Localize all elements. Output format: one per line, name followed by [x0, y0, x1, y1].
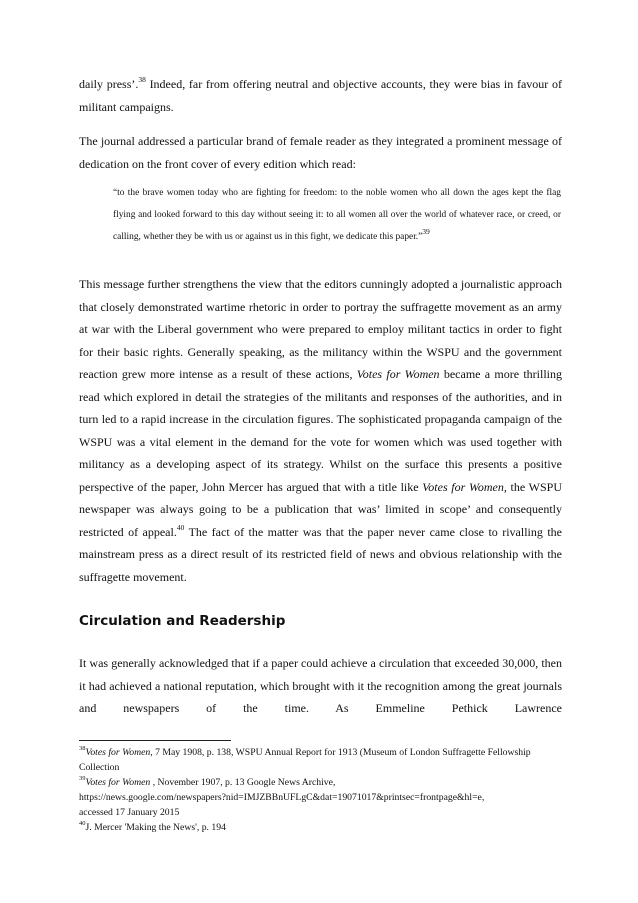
- footnote-divider: [79, 740, 231, 741]
- footnote-38: [79, 745, 564, 775]
- footnote-39-url-link[interactable]: https://news.google.com/newspapers?nid=IMJZBBnUFLgC&dat=19071017&printsec=frontpage&hl=e,: [79, 792, 485, 803]
- block-quote: [113, 182, 561, 248]
- paragraph-3-part-3: the WSPU newspaper was always going to be a publication that was’ limited in scope’ and consequently restricted of appeal.: [79, 479, 562, 539]
- paragraph-1-text-after: Indeed, far from offering neutral and objective accounts, they were bias in favour of militant campaigns.: [79, 77, 562, 114]
- footnote-ref-39[interactable]: 39: [422, 226, 430, 236]
- footnote-39-accessed: accessed 17 January 2015: [79, 807, 180, 818]
- footnote-38-text: , 7 May 1908, p. 138, WSPU Annual Report for 1913 (Museum of London Suffragette Fellowship Collection: [79, 747, 531, 773]
- section-heading: Circulation and Readership: [79, 613, 286, 629]
- paragraph-3-part-2: became a more thrilling read which explored in detail the strategies of the militants and responses of the authorities, and in turn led to a rapid increase in the circulation figures. The sophisticated propaganda campaign of the WSPU was a vital element in the demand for the vote for women which was used together with militancy as a developing aspect of its strategy. Whilst on the surface this presents a positive perspective of the paper, John Mercer has argued that with a title like: [79, 367, 562, 494]
- paragraph-3-part-1: This message further strengthens the view that the editors cunningly adopted a journalistic approach that closely demonstrated wartime rhetoric in order to portray the suffragette movement as an army at war with the Liberal government who were prepared to employ militant tactics in order to fight for their basic rights. Generally speaking, as the militancy within the WSPU and the government reaction grew more intense as a result of these actions,: [79, 277, 562, 381]
- footnote-40: [79, 820, 564, 835]
- footnote-39: [79, 775, 564, 820]
- paragraph-4: It was generally acknowledged that if a paper could achieve a circulation that exceeded 30,000, then it had achieved a national reputation, which brought with it the recognition among the great journals and newspapers of the time. As Emmeline Pethick Lawrence: [79, 656, 562, 715]
- paragraph-1: [79, 73, 562, 118]
- footnote-ref-40[interactable]: 40: [176, 522, 185, 532]
- footnote-39-text: , November 1907, p. 13 Google News Archive,: [150, 777, 336, 788]
- paragraph-3: [79, 273, 562, 588]
- footnote-40-text: J. Mercer 'Making the News', p. 194: [85, 822, 226, 833]
- block-quote-text: “to the brave women today who are fighting for freedom: to the noble women who all down the ages kept the flag flying and looked forward to this day without seeing it: to all women all over the world of whatever race, or creed, or calling, whether they be with us or against us in this fight, we dedicate this paper.”: [113, 188, 561, 242]
- footnote-39-number: 39: [79, 774, 86, 782]
- paragraph-2: The journal addressed a particular brand of female reader as they integrated a prominent message of dedication on the front cover of every edition which read:: [79, 134, 562, 171]
- footnote-38-title: Votes for Women: [85, 747, 151, 758]
- footnote-38-number: 38: [79, 744, 86, 752]
- footnote-39-title: Votes for Women: [85, 777, 151, 788]
- paragraph-3-part-4: The fact of the matter was that the paper never came close to rivalling the mainstream press as a direct result of its restricted field of news and obvious relationship with the suffragette movement.: [79, 524, 562, 584]
- footnote-40-number: 40: [79, 819, 86, 827]
- footnote-ref-38[interactable]: 38: [138, 75, 146, 84]
- paragraph-1-text-before: daily press’.: [79, 77, 139, 91]
- paragraph-3-italic-title-2: Votes for Women,: [422, 479, 507, 494]
- paragraph-3-italic-title-1: Votes for Women: [356, 367, 440, 381]
